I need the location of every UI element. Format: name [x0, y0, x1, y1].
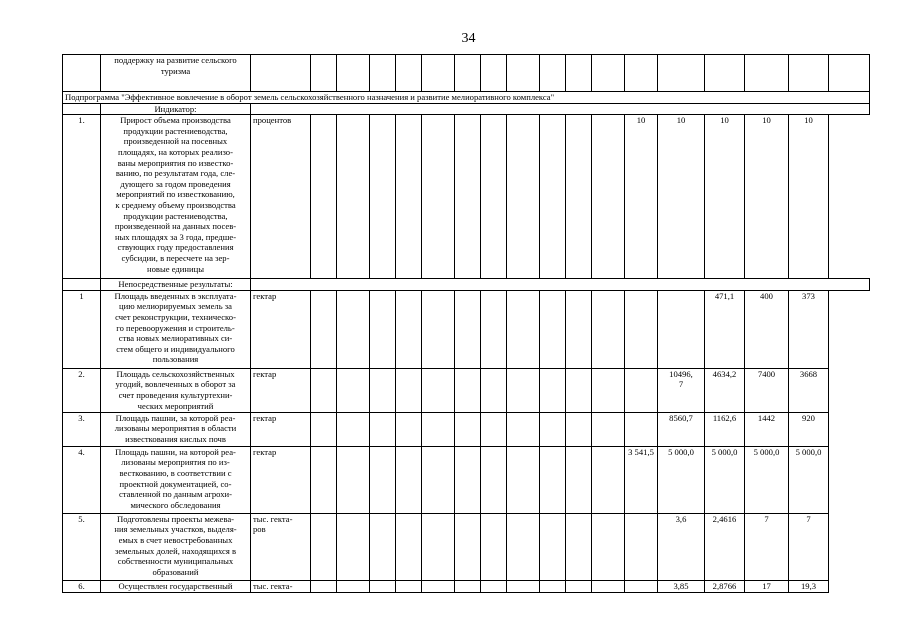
value-cell — [455, 446, 481, 513]
unit-cell: гектар — [251, 368, 311, 412]
value-cell — [370, 368, 396, 412]
value-cell — [566, 446, 592, 513]
value-cell: 10 — [789, 115, 829, 279]
table-row — [63, 580, 870, 592]
value-cell — [540, 446, 566, 513]
value-cell: 7400 — [745, 368, 789, 412]
value-cell — [455, 55, 481, 92]
value-cell — [422, 55, 455, 92]
value-cell — [422, 368, 455, 412]
value-cell — [396, 412, 422, 446]
value-cell — [311, 412, 337, 446]
value-cell: 17 — [745, 580, 789, 592]
value-cell: 10496, 7 — [658, 368, 705, 412]
table-row — [63, 290, 870, 368]
value-cell — [625, 412, 658, 446]
description-cell: Осуществлен государственный — [101, 580, 251, 592]
value-cell — [625, 290, 658, 368]
value-cell — [566, 513, 592, 580]
value-cell — [566, 412, 592, 446]
value-cell — [396, 513, 422, 580]
value-cell — [337, 290, 370, 368]
table-row — [63, 446, 870, 513]
value-cell: 373 — [789, 290, 829, 368]
value-cell — [396, 580, 422, 592]
value-cell — [592, 115, 625, 279]
value-cell: 5 000,0 — [705, 446, 745, 513]
value-cell — [507, 412, 540, 446]
value-cell: 400 — [745, 290, 789, 368]
value-cell: 5 000,0 — [658, 446, 705, 513]
table-row — [63, 55, 870, 92]
value-cell — [370, 290, 396, 368]
value-cell: 920 — [789, 412, 829, 446]
value-cell — [396, 368, 422, 412]
value-cell — [455, 580, 481, 592]
value-cell — [396, 115, 422, 279]
value-cell: 3,85 — [658, 580, 705, 592]
description-cell: Прирост объема производства продукции растениеводства, произведенной на посевных площадях, на которых реализо- ваны мероприятия по известко- ванию, по результатам года, сле- дующего за годом проведения мероприятий по известкованию, к среднему объему производства продукции растениеводства, произведенной на данных посев- ных площадях за 3 года, предше- ствующих году предоставления субсидии, в пересчете на зер- новые единицы — [101, 115, 251, 279]
description-cell: Площадь сельскохозяйственных угодий, вовлеченных в оборот за счет проведения культуртехни- ческих мероприятий — [101, 368, 251, 412]
value-cell: 8560,7 — [658, 412, 705, 446]
value-cell — [592, 580, 625, 592]
value-cell — [592, 55, 625, 92]
value-cell — [337, 580, 370, 592]
row-number-cell: 2. — [63, 368, 101, 412]
value-cell — [481, 513, 507, 580]
value-cell: 2,4616 — [705, 513, 745, 580]
row-number-cell: 1 — [63, 290, 101, 368]
value-cell — [625, 580, 658, 592]
value-cell — [396, 446, 422, 513]
row-number-cell: 4. — [63, 446, 101, 513]
value-cell: 3,6 — [658, 513, 705, 580]
value-cell — [455, 513, 481, 580]
value-cell: 471,1 — [705, 290, 745, 368]
value-cell — [422, 446, 455, 513]
unit-cell: тыс. гекта- — [251, 580, 311, 592]
table-row — [63, 115, 870, 279]
empty-span-cell — [251, 103, 870, 115]
value-cell — [540, 55, 566, 92]
value-cell: 10 — [625, 115, 658, 279]
value-cell — [745, 55, 789, 92]
value-cell — [705, 55, 745, 92]
value-cell — [507, 290, 540, 368]
value-cell — [540, 290, 566, 368]
value-cell: 5 000,0 — [789, 446, 829, 513]
value-cell — [507, 55, 540, 92]
value-cell — [625, 55, 658, 92]
value-cell — [481, 115, 507, 279]
value-cell — [455, 115, 481, 279]
value-cell: 4634,2 — [705, 368, 745, 412]
value-cell — [481, 446, 507, 513]
row-number-cell: 5. — [63, 513, 101, 580]
value-cell — [251, 55, 311, 92]
description-cell: Площадь введенных в эксплуата- цию мелиорируемых земель за счет реконструкции, техническо- го перевооружения и строитель- ства новых мелиоративных си- стем общего и индивидуального пользования — [101, 290, 251, 368]
value-cell — [422, 580, 455, 592]
value-cell — [311, 513, 337, 580]
value-cell — [540, 580, 566, 592]
value-cell — [566, 55, 592, 92]
value-cell — [337, 446, 370, 513]
value-cell — [455, 290, 481, 368]
value-cell — [422, 412, 455, 446]
value-cell: 3 541,5 — [625, 446, 658, 513]
value-cell — [592, 368, 625, 412]
unit-cell: процентов — [251, 115, 311, 279]
section-label-row — [63, 103, 870, 115]
value-cell — [311, 580, 337, 592]
value-cell — [540, 412, 566, 446]
unit-cell: гектар — [251, 290, 311, 368]
description-cell: Подготовлены проекты межева- ния земельных участков, выделя- емых в счет невостребованных земельных долей, находящихся в собственности муниципальных образований — [101, 513, 251, 580]
value-cell — [566, 580, 592, 592]
value-cell: 3668 — [789, 368, 829, 412]
value-cell — [592, 290, 625, 368]
indicator-label: Индикатор: — [101, 103, 251, 115]
unit-cell: гектар — [251, 412, 311, 446]
value-cell — [566, 290, 592, 368]
description-cell: Площадь пашни, за которой реа- лизованы мероприятия в области известкования кислых почв — [101, 412, 251, 446]
value-cell — [507, 368, 540, 412]
page-number: 34 — [461, 31, 476, 46]
value-cell: 5 000,0 — [745, 446, 789, 513]
description-cell: Площадь пашни, на которой реа- лизованы мероприятия по из- весткованию, в соответствии с проектной документацией, со- ставленной по данным агрохи- мического обследования — [101, 446, 251, 513]
value-cell: 10 — [705, 115, 745, 279]
value-cell — [481, 368, 507, 412]
value-cell — [311, 290, 337, 368]
value-cell: 1442 — [745, 412, 789, 446]
value-cell: 7 — [789, 513, 829, 580]
empty-span-cell — [251, 279, 870, 291]
value-cell — [337, 115, 370, 279]
value-cell — [337, 55, 370, 92]
value-cell — [507, 115, 540, 279]
value-cell — [455, 368, 481, 412]
value-cell — [481, 55, 507, 92]
value-cell — [422, 115, 455, 279]
value-cell — [540, 368, 566, 412]
value-cell — [370, 55, 396, 92]
value-cell — [507, 513, 540, 580]
value-cell — [396, 55, 422, 92]
table-row — [63, 412, 870, 446]
value-cell — [658, 55, 705, 92]
value-cell — [540, 513, 566, 580]
value-cell — [370, 412, 396, 446]
value-cell — [370, 115, 396, 279]
value-cell — [337, 412, 370, 446]
value-cell — [455, 412, 481, 446]
value-cell — [540, 115, 566, 279]
value-cell: 2,8766 — [705, 580, 745, 592]
row-number-cell — [63, 55, 101, 92]
value-cell — [566, 368, 592, 412]
section-label-row — [63, 279, 870, 291]
value-cell — [311, 115, 337, 279]
value-cell — [592, 513, 625, 580]
value-cell: 19,3 — [789, 580, 829, 592]
value-cell — [829, 55, 870, 92]
description-cell: поддержку на развитие сельского туризма — [101, 55, 251, 92]
value-cell — [592, 412, 625, 446]
value-cell — [625, 368, 658, 412]
value-cell — [658, 290, 705, 368]
value-cell — [481, 412, 507, 446]
value-cell — [311, 55, 337, 92]
table-row — [63, 513, 870, 580]
row-number-cell — [63, 279, 101, 291]
row-number-cell — [63, 103, 101, 115]
value-cell — [396, 290, 422, 368]
value-cell — [625, 513, 658, 580]
value-cell — [311, 446, 337, 513]
value-cell — [789, 55, 829, 92]
value-cell — [481, 290, 507, 368]
subprogram-title: Подпрограмма "Эффективное вовлечение в оборот земель сельскохозяйственного назначения и развитие мелиоративного комплекса" — [63, 92, 870, 104]
value-cell — [566, 115, 592, 279]
unit-cell: тыс. гекта- ров — [251, 513, 311, 580]
table-row — [63, 368, 870, 412]
value-cell — [507, 446, 540, 513]
value-cell: 10 — [658, 115, 705, 279]
unit-cell: гектар — [251, 446, 311, 513]
value-cell — [337, 513, 370, 580]
value-cell — [481, 580, 507, 592]
value-cell — [370, 446, 396, 513]
direct-results-label: Непосредственные результаты: — [101, 279, 251, 291]
subprogram-row — [63, 92, 870, 104]
row-number-cell: 3. — [63, 412, 101, 446]
value-cell — [370, 513, 396, 580]
value-cell — [370, 580, 396, 592]
indicators-table — [62, 54, 870, 593]
value-cell — [507, 580, 540, 592]
value-cell: 10 — [745, 115, 789, 279]
value-cell — [422, 290, 455, 368]
value-cell — [337, 368, 370, 412]
value-cell — [592, 446, 625, 513]
value-cell: 1162,6 — [705, 412, 745, 446]
row-number-cell: 6. — [63, 580, 101, 592]
row-number-cell: 1. — [63, 115, 101, 279]
value-cell: 7 — [745, 513, 789, 580]
value-cell — [422, 513, 455, 580]
value-cell — [311, 368, 337, 412]
